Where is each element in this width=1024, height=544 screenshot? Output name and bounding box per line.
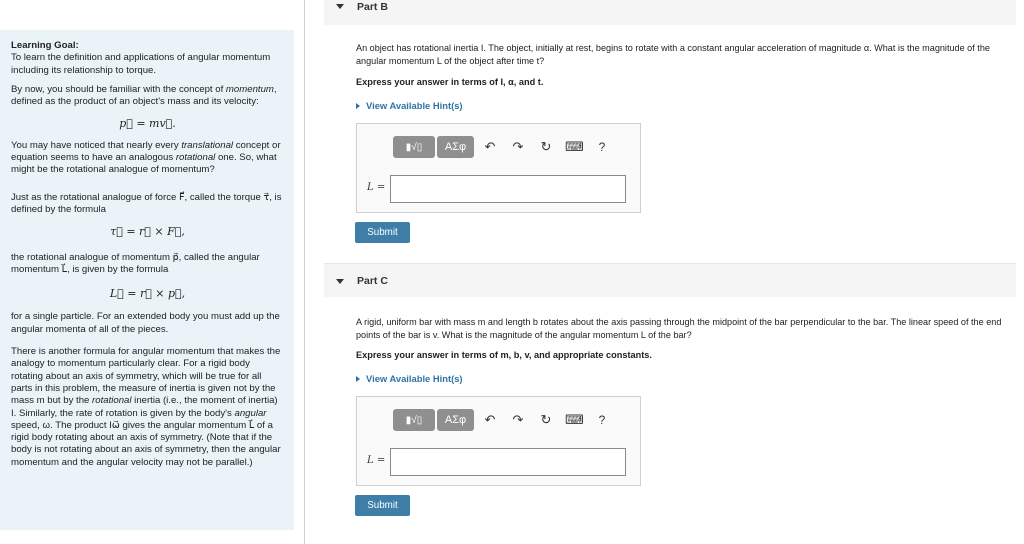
fraction-sqrt-icon: ▮√▯ (405, 142, 423, 153)
angular-momentum-equation: L⃗ = r⃗ × p⃗, (109, 287, 186, 301)
part-b-hints-link[interactable]: View Available Hint(s) (356, 100, 463, 111)
rigid-body-paragraph: There is another formula for angular momentum that makes the analogy to momentum particularly clear. For a rigid body rotating about an axis of symmetry, which will be true for all parts in this problem, the measure of inertia is given not by the mass m but by the rotational inertia (i.e., the moment of inertia) I. Similarly, the rate of rotation is given by the body's angular speed, ω. The product Iω⃗ gives the angular momentum L⃗ of a rigid body rotating about an axis of symmetry. (Note that if the body is not rotating about an axis of symmetry, then the angular momentum and the angular velocity may not be parallel.) (11, 346, 281, 468)
torque-equation: τ⃗ = r⃗ × F⃗, (110, 225, 185, 239)
part-c-answer-input[interactable] (390, 448, 626, 476)
templates-button[interactable] (393, 409, 435, 431)
part-c-hints-link[interactable]: View Available Hint(s) (356, 373, 463, 384)
keyboard-icon[interactable]: ⌨ (565, 139, 584, 154)
redo-icon[interactable]: ↷ (512, 412, 524, 427)
part-c-question: A rigid, uniform bar with mass m and length b rotates about the axis passing through the midpoint of the bar perpendicular to the bar. The linear speed of the end points of the bar is v. What is the magnitude of the angular momentum L of the bar? (356, 317, 1002, 340)
part-b-question: An object has rotational inertia I. The object, initially at rest, begins to rotate with a constant angular acceleration of magnitude α. What is the magnitude of the angular momentum L of the object after time t? (356, 43, 990, 66)
undo-icon[interactable]: ↶ (484, 139, 496, 154)
extended-body-paragraph: for a single particle. For an extended body you must add up the angular momenta of all of the pieces. (11, 311, 280, 335)
part-b-title: Part B (357, 1, 388, 13)
part-c-title: Part C (357, 275, 388, 287)
learning-goal-panel (0, 30, 294, 530)
torque-paragraph: Just as the rotational analogue of force F⃗, called the torque τ⃗, is defined by the formula (11, 191, 282, 215)
reset-icon[interactable]: ↻ (540, 412, 552, 427)
angular-momentum-paragraph: the rotational analogue of momentum p⃗, called the angular momentum L⃗, is given by the formula (11, 251, 260, 275)
part-c-submit-button[interactable]: Submit (355, 495, 410, 516)
keyboard-icon[interactable]: ⌨ (565, 412, 584, 427)
intro-paragraph: By now, you should be familiar with the concept of momentum, defined as the product of an object's mass and its velocity: (11, 83, 277, 108)
part-c-answer-label: L = (367, 455, 386, 466)
greek-symbols-button[interactable]: ΑΣφ (437, 136, 474, 158)
fraction-sqrt-icon: ▮√▯ (405, 415, 423, 426)
part-b-answer-input[interactable] (390, 175, 626, 203)
templates-button[interactable] (393, 136, 435, 158)
expand-triangle-icon (356, 103, 360, 109)
panel-divider (304, 0, 305, 544)
part-c-instructions: Express your answer in terms of m, b, v, and appropriate constants. (356, 350, 652, 360)
collapse-triangle-icon[interactable] (336, 4, 344, 9)
part-b-submit-button[interactable]: Submit (355, 222, 410, 243)
collapse-triangle-icon[interactable] (336, 279, 344, 284)
part-b-answer-box (356, 123, 641, 213)
reset-icon[interactable]: ↻ (540, 139, 552, 154)
part-b-instructions: Express your answer in terms of I, α, and t. (356, 77, 544, 87)
help-icon[interactable]: ? (598, 140, 606, 154)
undo-icon[interactable]: ↶ (484, 412, 496, 427)
part-c-header[interactable] (324, 263, 1016, 297)
help-icon[interactable]: ? (598, 413, 606, 427)
expand-triangle-icon (356, 376, 360, 382)
part-b-answer-label: L = (367, 182, 386, 193)
analogue-paragraph: You may have noticed that nearly every translational concept or equation seems to have an analogous rotational one. So, what might be the rotational analogue of momentum? (11, 139, 281, 176)
momentum-equation: p⃗ = mv⃗. (119, 117, 176, 131)
part-b-header[interactable] (324, 0, 1016, 25)
learning-goal-title: Learning Goal: (11, 40, 79, 51)
redo-icon[interactable]: ↷ (512, 139, 524, 154)
learning-goal-text: To learn the definition and applications of angular momentum including its relationship to torque. (11, 52, 271, 76)
greek-symbols-button[interactable]: ΑΣφ (437, 409, 474, 431)
part-c-answer-box (356, 396, 641, 486)
